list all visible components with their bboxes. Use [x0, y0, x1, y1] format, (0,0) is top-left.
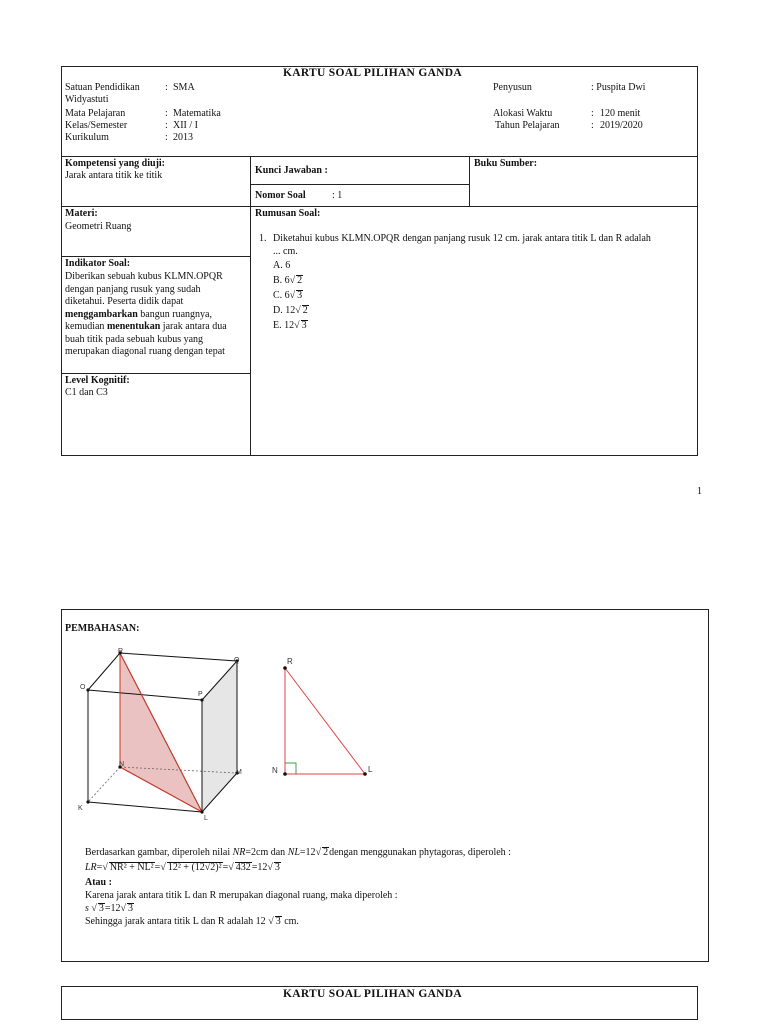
info-value-school: SMA — [173, 82, 195, 93]
option-e: E. 12√ 3 — [273, 320, 307, 331]
option-c: C. 6√ 3 — [273, 290, 303, 301]
conclusion-line: Sehingga jarak antara titik L dan R adalah 12 √ 3 cm. — [85, 916, 299, 927]
cube-right-face — [202, 661, 237, 812]
text: dengan menggunakan phytagoras, diperoleh : — [329, 847, 511, 858]
option-value: 6 — [284, 275, 290, 286]
cube-label-m: M — [236, 769, 242, 776]
cube-label-n: N — [119, 761, 125, 768]
option-d: D. 12√ 2 — [273, 305, 308, 316]
info-value-class: XII / I — [173, 120, 198, 131]
triangle-label-r: R — [287, 657, 293, 666]
indicator-line: merupakan diagonal ruang dengan tepat — [65, 346, 225, 357]
text: =2cm dan — [245, 847, 288, 858]
cube-label-q: Q — [234, 657, 240, 664]
question-label: Rumusan Soal: — [255, 208, 321, 219]
cognitive-value: C1 dan C3 — [65, 387, 108, 398]
answer-key-label: Kunci Jawaban : — [255, 165, 328, 176]
formula-line: s √ 3=12√ 3 — [85, 903, 134, 914]
root: 432 — [235, 862, 251, 873]
info-label-class: Kelas/Semester — [65, 120, 128, 131]
option-root: 2 — [297, 275, 303, 286]
indicator-label: Indikator Soal: — [65, 258, 131, 269]
root: 3 — [274, 862, 280, 873]
indicator-emphasis: menentukan — [106, 321, 161, 332]
text: Berdasarkan gambar, diperoleh nilai — [85, 847, 233, 858]
indicator-line: buah titik pada sebuah kubus yang — [65, 333, 204, 345]
indicator-line: dengan panjang rusuk yang sudah — [65, 283, 201, 295]
text: = — [222, 862, 229, 873]
info-value-subject: Matematika — [173, 108, 221, 119]
vertex-point — [363, 772, 367, 776]
indicator-text: bangun ruangnya, — [137, 308, 212, 320]
side-lr — [285, 668, 365, 774]
text: = — [154, 862, 161, 873]
option-root: 2 — [302, 305, 308, 316]
indicator-emphasis: menggambarkan — [65, 308, 138, 320]
cube-edge — [88, 690, 202, 700]
triangle-figure — [278, 660, 378, 785]
cube-label-o: O — [80, 684, 86, 691]
divider — [250, 184, 469, 185]
option-value: 12 — [285, 305, 296, 316]
option-letter: D. — [273, 305, 283, 316]
info-colon: : — [165, 108, 168, 119]
text: =12 — [104, 903, 121, 914]
var: NR — [232, 847, 246, 858]
option-letter: B. — [273, 275, 283, 286]
root: 12² + (12√2)² — [167, 862, 222, 873]
material-value: Geometri Ruang — [65, 221, 132, 232]
cube-figure — [72, 645, 252, 825]
divider — [61, 256, 250, 257]
info-colon: : — [165, 132, 168, 143]
triangle-label-n: N — [272, 766, 278, 775]
source-book-label: Buku Sumber: — [474, 158, 538, 169]
or-label: Atau : — [85, 877, 112, 888]
var: LR — [85, 862, 97, 873]
explanation-line: Berdasarkan gambar, diperoleh nilai NR=2cm dan NL=12√ 2dengan menggunakan phytagoras, diperoleh : — [85, 847, 511, 858]
root: 3 — [98, 903, 104, 914]
cube-label-r: R — [118, 648, 124, 655]
info-label-subject: Mata Pelajaran — [65, 108, 126, 119]
info-label-curriculum: Kurikulum — [65, 132, 109, 143]
info-colon: : — [591, 108, 594, 119]
option-b: B. 6√ 2 — [273, 275, 303, 286]
question-number-label: Nomor Soal — [255, 190, 306, 201]
cube-edge — [120, 653, 237, 661]
question-text: Diketahui kubus KLMN.OPQR dengan panjang rusuk 12 cm. jarak antara titik L dan R adalah — [273, 233, 651, 244]
root: 3 — [275, 916, 281, 927]
option-letter: E. — [273, 320, 282, 331]
discussion-title: PEMBAHASAN: — [65, 623, 140, 634]
text: cm. — [281, 916, 299, 927]
cube-label-k: K — [78, 805, 83, 812]
option-letter: C. — [273, 290, 283, 301]
cube-label-p: P — [198, 691, 203, 698]
text: =12 — [299, 847, 316, 858]
indicator-line: diketahui. Peserta didik dapat — [65, 296, 184, 307]
page-number: 1 — [697, 486, 702, 497]
info-label-school: Satuan Pendidikan — [65, 82, 140, 93]
indicator-text: kemudian — [65, 321, 107, 332]
info-colon: : — [591, 120, 594, 131]
var: s — [85, 903, 89, 914]
var: NL — [287, 847, 300, 858]
material-label: Materi: — [65, 208, 98, 219]
option-root: 3 — [297, 290, 303, 301]
root: 2 — [323, 847, 329, 858]
right-angle-mark — [285, 763, 296, 774]
indicator-line — [65, 309, 212, 321]
text: Sehingga jarak antara titik L dan R adalah 12 — [85, 916, 266, 927]
divider — [250, 156, 251, 456]
question-text-cont: ... cm. — [273, 246, 298, 257]
indicator-text: jarak antara dua — [160, 321, 227, 332]
competence-label: Kompetensi yang diuji: — [65, 158, 166, 169]
hidden-edge — [88, 767, 120, 802]
divider — [61, 206, 698, 207]
info-value-year: 2019/2020 — [600, 120, 643, 131]
info-label-author: Penyusun — [493, 82, 532, 93]
cube-edge — [88, 802, 202, 812]
question-number: 1. — [259, 233, 267, 244]
question-number-value: : 1 — [332, 190, 343, 201]
option-value: 6 — [285, 260, 291, 271]
info-wrapped-name: Widyastuti — [65, 94, 109, 105]
info-value-curriculum: 2013 — [173, 132, 193, 143]
info-value-time: 120 menit — [600, 108, 641, 119]
vertex-point — [86, 800, 89, 803]
divider — [61, 156, 698, 157]
root: 3 — [128, 903, 134, 914]
info-value-author: : Puspita Dwi — [591, 82, 646, 93]
option-value: 12 — [284, 320, 295, 331]
info-label-time: Alokasi Waktu — [493, 108, 553, 119]
competence-value: Jarak antara titik ke titik — [65, 170, 163, 181]
explanation-line: Karena jarak antara titik L dan R merupakan diagonal ruang, maka diperoleh : — [85, 890, 398, 901]
cognitive-label: Level Kognitif: — [65, 375, 130, 386]
option-letter: A. — [273, 260, 283, 271]
divider — [469, 156, 470, 206]
text: =12 — [251, 862, 268, 873]
vertex-point — [86, 688, 89, 691]
text: = — [96, 862, 103, 873]
indicator-line — [65, 321, 227, 333]
info-label-year: Tahun Pelajaran — [495, 120, 560, 131]
vertex-point — [283, 772, 287, 776]
cube-edge — [88, 653, 120, 690]
triangle-label-l: L — [368, 765, 373, 774]
card-2-title: KARTU SOAL PILIHAN GANDA — [283, 988, 462, 1000]
cube-label-l: L — [204, 815, 208, 822]
option-value: 6 — [284, 290, 290, 301]
info-colon: : — [165, 120, 168, 131]
option-a — [273, 260, 290, 272]
indicator-line: Diberikan sebuah kubus KLMN.OPQR — [65, 271, 223, 282]
card-title: KARTU SOAL PILIHAN GANDA — [283, 67, 462, 79]
info-colon: : — [165, 82, 168, 93]
option-root: 3 — [301, 320, 307, 331]
divider — [61, 373, 250, 374]
root: NR² + NL² — [109, 862, 154, 873]
formula-line: LR=√ NR² + NL²=√ 12² + (12√2)²=√ 432=12√ 3 — [85, 862, 280, 873]
